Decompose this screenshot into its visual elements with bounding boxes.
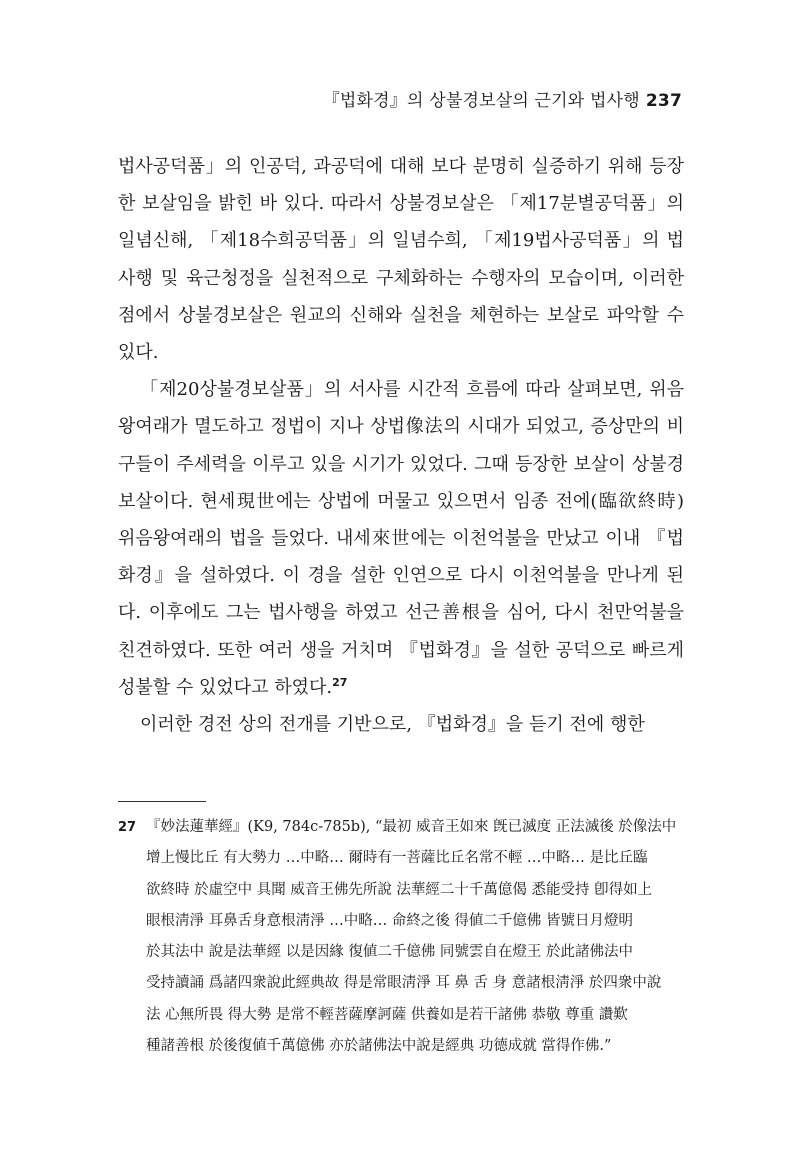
footnote-line: 增上慢比丘 有大勢力 …中略… 爾時有一菩薩比丘名常不輕 …中略… 是比丘臨 (146, 850, 648, 867)
footnote-first-line (118, 812, 684, 843)
footnote (118, 812, 684, 1062)
footnote-line: 欲終時 於虛空中 具聞 威音王佛先所說 法華經二十千萬億偈 悉能受持 卽得如上 (146, 881, 653, 898)
footnote-text: 『妙法蓮華經』(K9, 784c-785b), “最初 威音王如來 旣已滅度 正法滅後 於像法中 (146, 819, 677, 835)
paragraph-text: 「제20상불경보살품」의 서사를 시간적 흐름에 따라 살펴보면, 위음왕여래가 멸도하고 정법이 지나 상법像法의 시대가 되었고, 증상만의 비구들이 주세력을 이루고 있을 시기가 있었다. 그때 등장한 보살이 상불경보살이다. 현세現世에는 상법에 머물고 있으면서 임종 전에(臨欲終時) 위음왕여래의 법을 들었다. 내세來世에는 이천억불을 만났고 이내 『법화경』을 설하였다. 이 경을 설한 인연으로 다시 이천억불을 만나게 된다. 이후에도 그는 법사행을 하였고 선근善根을 심어, 다시 천만억불을 친견하였다. 또한 여러 생을 거치며 『법화경』을 설한 공덕으로 빠르게 성불할 수 있었다고 하였다. (118, 379, 684, 698)
footnote-line: 種諸善根 於後復値千萬億佛 亦於諸佛法中說是經典 功德成就 當得作佛.” (146, 1038, 612, 1055)
running-title: 『법화경』의 상불경보살의 근기와 법사행 (322, 91, 640, 111)
paragraph-with-footnote (118, 371, 684, 706)
footnote-line: 受持讀誦 爲諸四衆說此經典故 得是常眼淸淨 耳 鼻 舌 身 意諸根淸淨 於四衆中說 (146, 975, 662, 992)
footnote-line: 於其法中 說是法華經 以是因緣 復値二千億佛 同號雲自在燈王 於此諸佛法中 (146, 944, 634, 961)
footnote-number: 27 (118, 820, 137, 835)
page-number: 237 (645, 91, 682, 111)
footnote-line: 法 心無所畏 得大勢 是常不輕菩薩摩訶薩 供養如是若干諸佛 恭敬 尊重 讚歎 (146, 1006, 628, 1023)
main-text (118, 148, 684, 743)
footnote-reference[interactable]: 27 (332, 675, 348, 689)
paragraph: 이러한 경전 상의 전개를 기반으로, 『법화경』을 듣기 전에 행한 (140, 714, 645, 736)
paragraph: 법사공덕품」의 인공덕, 과공덕에 대해 보다 분명히 실증하기 위해 등장한 보살임을 밝힌 바 있다. 따라서 상불경보살은 「제17분별공덕품」의 일념신해, 「제18수희공덕품」의 일념수희, 「제19법사공덕품」의 법사행 및 육근청정을 실천적으로 구체화하는 수행자의 모습이며, 이러한 점에서 상불경보살은 원교의 신해와 실천을 체현하는 보살로 파악할 수 있다. (118, 156, 684, 364)
footnote-line: 眼根淸淨 耳鼻舌身意根淸淨 …中略… 命終之後 得値二千億佛 皆號日月燈明 (146, 912, 634, 929)
footnote-divider (118, 801, 206, 802)
running-header (323, 86, 682, 111)
